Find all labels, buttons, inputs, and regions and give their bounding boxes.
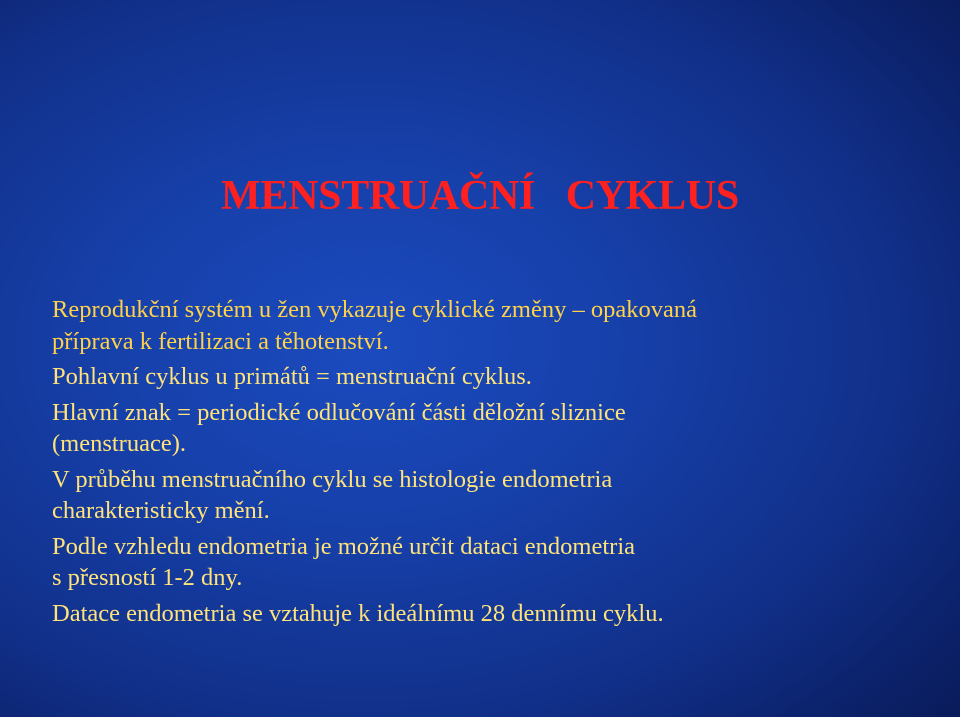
slide-title: MENSTRUAČNÍ CYKLUS	[221, 173, 739, 219]
paragraph-main-sign	[52, 397, 882, 460]
text-line: (menstruace).	[52, 430, 186, 457]
paragraph-reproductive-system	[52, 294, 882, 357]
paragraph-sexual-cycle	[52, 361, 882, 393]
paragraph-dating	[52, 531, 882, 594]
text-line: Hlavní znak = periodické odlučování části děložní sliznice	[52, 398, 626, 426]
text-line: V průběhu menstruačního cyklu se histologie endometria	[52, 465, 613, 493]
text-line: příprava k fertilizaci a těhotenství.	[52, 327, 389, 355]
text-line: Datace endometria se vztahuje k ideálnímu 28 dennímu cyklu.	[52, 599, 664, 627]
slide-body	[52, 294, 882, 633]
text-line: Reprodukční systém u žen vykazuje cyklické změny – opakovaná	[52, 296, 697, 323]
paragraph-ideal-cycle	[52, 598, 882, 630]
text-line: s přesností 1-2 dny.	[52, 564, 243, 591]
paragraph-histology-changes	[52, 464, 882, 527]
text-line: charakteristicky mění.	[52, 497, 270, 524]
text-line: Pohlavní cyklus u primátů = menstruační cyklus.	[52, 363, 532, 390]
text-line: Podle vzhledu endometria je možné určit dataci endometria	[52, 532, 636, 560]
